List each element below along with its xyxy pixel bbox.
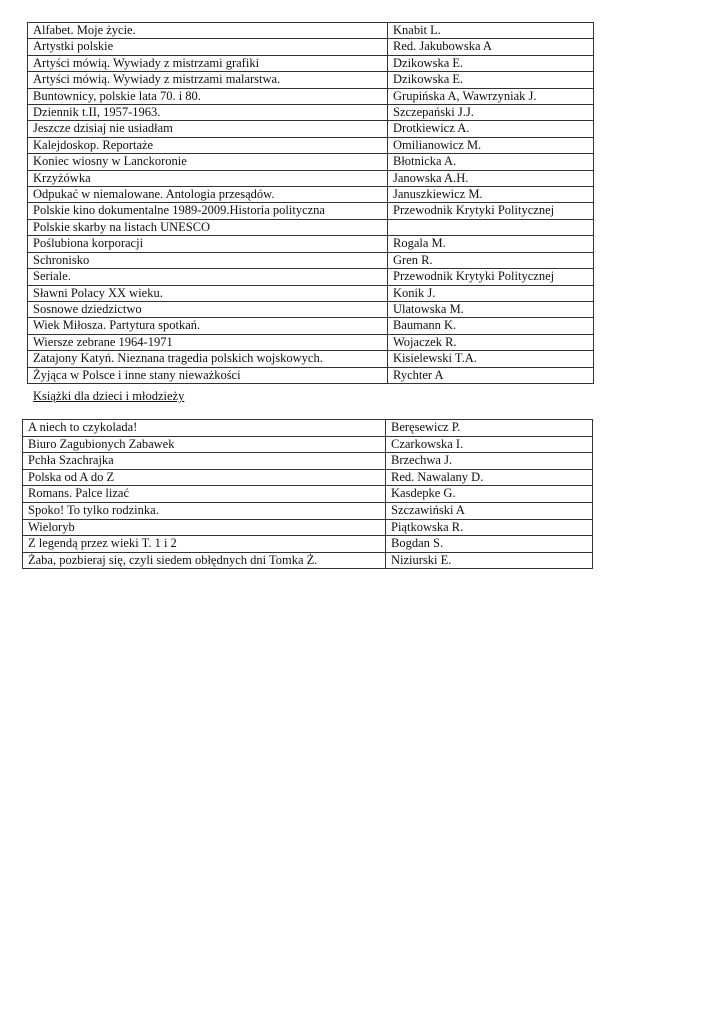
table-row bbox=[28, 203, 594, 219]
book-author-cell: Błotnicka A. bbox=[388, 154, 594, 170]
book-title-cell: Żyjąca w Polsce i inne stany nieważkości bbox=[28, 367, 388, 383]
book-author-cell: Przewodnik Krytyki Politycznej bbox=[388, 203, 594, 219]
book-title-cell: Romans. Palce lizać bbox=[23, 486, 386, 503]
book-title-cell: Polskie kino dokumentalne 1989-2009.Historia polityczna bbox=[28, 203, 388, 219]
book-author-cell: Czarkowska I. bbox=[386, 436, 593, 453]
adult-books-table bbox=[27, 22, 594, 384]
table-row bbox=[23, 536, 593, 553]
book-author-cell bbox=[388, 219, 594, 235]
book-author-cell: Janowska A.H. bbox=[388, 170, 594, 186]
book-title-cell: Z legendą przez wieki T. 1 i 2 bbox=[23, 536, 386, 553]
book-author-cell: Kasdepke G. bbox=[386, 486, 593, 503]
book-title-cell: A niech to czykolada! bbox=[23, 420, 386, 437]
book-author-cell: Dzikowska E. bbox=[388, 55, 594, 71]
book-title-cell: Sławni Polacy XX wieku. bbox=[28, 285, 388, 301]
book-author-cell: Dzikowska E. bbox=[388, 72, 594, 88]
book-author-cell: Konik J. bbox=[388, 285, 594, 301]
book-title-cell: Sosnowe dziedzictwo bbox=[28, 301, 388, 317]
book-title-cell: Biuro Zagubionych Zabawek bbox=[23, 436, 386, 453]
book-author-cell: Szczawiński A bbox=[386, 502, 593, 519]
book-title-cell: Alfabet. Moje życie. bbox=[28, 23, 388, 39]
table-row bbox=[28, 154, 594, 170]
book-title-cell: Wiek Miłosza. Partytura spotkań. bbox=[28, 318, 388, 334]
book-title-cell: Artystki polskie bbox=[28, 39, 388, 55]
book-title-cell: Spoko! To tylko rodzinka. bbox=[23, 502, 386, 519]
table-row bbox=[28, 236, 594, 252]
table-row bbox=[28, 55, 594, 71]
book-author-cell: Niziurski E. bbox=[386, 552, 593, 569]
book-author-cell: Brzechwa J. bbox=[386, 453, 593, 470]
book-title-cell: Odpukać w niemalowane. Antologia przesądów. bbox=[28, 187, 388, 203]
book-title-cell: Polska od A do Z bbox=[23, 469, 386, 486]
table-row bbox=[28, 88, 594, 104]
children-books-table-body bbox=[23, 420, 593, 569]
adult-books-table-body bbox=[28, 23, 594, 384]
table-row bbox=[23, 552, 593, 569]
book-title-cell: Dziennik t.II, 1957-1963. bbox=[28, 105, 388, 121]
book-title-cell: Seriale. bbox=[28, 269, 388, 285]
table-row bbox=[28, 23, 594, 39]
table-row bbox=[23, 420, 593, 437]
table-row bbox=[28, 187, 594, 203]
book-title-cell: Żaba, pozbieraj się, czyli siedem obłędnych dni Tomka Ż. bbox=[23, 552, 386, 569]
table-row bbox=[23, 486, 593, 503]
book-author-cell: Szczepański J.J. bbox=[388, 105, 594, 121]
table-row bbox=[28, 219, 594, 235]
book-author-cell: Grupińska A, Wawrzyniak J. bbox=[388, 88, 594, 104]
book-title-cell: Zatajony Katyń. Nieznana tragedia polskich wojskowych. bbox=[28, 351, 388, 367]
book-title-cell: Wieloryb bbox=[23, 519, 386, 536]
book-title-cell: Artyści mówią. Wywiady z mistrzami malarstwa. bbox=[28, 72, 388, 88]
book-title-cell: Poślubiona korporacji bbox=[28, 236, 388, 252]
book-author-cell: Gren R. bbox=[388, 252, 594, 268]
table-row bbox=[23, 453, 593, 470]
table-row bbox=[28, 334, 594, 350]
children-section-heading: Książki dla dzieci i młodzieży bbox=[33, 389, 185, 403]
book-author-cell: Drotkiewicz A. bbox=[388, 121, 594, 137]
book-author-cell: Beręsewicz P. bbox=[386, 420, 593, 437]
book-author-cell: Piątkowska R. bbox=[386, 519, 593, 536]
book-author-cell: Knabit L. bbox=[388, 23, 594, 39]
table-row bbox=[28, 367, 594, 383]
book-author-cell: Rychter A bbox=[388, 367, 594, 383]
book-title-cell: Wiersze zebrane 1964-1971 bbox=[28, 334, 388, 350]
table-row bbox=[23, 502, 593, 519]
book-title-cell: Kalejdoskop. Reportaże bbox=[28, 137, 388, 153]
book-author-cell: Kisielewski T.A. bbox=[388, 351, 594, 367]
book-author-cell: Baumann K. bbox=[388, 318, 594, 334]
book-author-cell: Przewodnik Krytyki Politycznej bbox=[388, 269, 594, 285]
children-books-table bbox=[22, 419, 593, 569]
book-author-cell: Wojaczek R. bbox=[388, 334, 594, 350]
table-row bbox=[28, 121, 594, 137]
table-row bbox=[28, 252, 594, 268]
book-title-cell: Buntownicy, polskie lata 70. i 80. bbox=[28, 88, 388, 104]
table-row bbox=[28, 285, 594, 301]
table-row bbox=[28, 137, 594, 153]
table-row bbox=[28, 269, 594, 285]
book-author-cell: Bogdan S. bbox=[386, 536, 593, 553]
table-row bbox=[28, 301, 594, 317]
book-title-cell: Jeszcze dzisiaj nie usiadłam bbox=[28, 121, 388, 137]
table-row bbox=[28, 72, 594, 88]
book-author-cell: Januszkiewicz M. bbox=[388, 187, 594, 203]
book-author-cell: Omilianowicz M. bbox=[388, 137, 594, 153]
book-title-cell: Koniec wiosny w Lanckoronie bbox=[28, 154, 388, 170]
table-row bbox=[28, 318, 594, 334]
table-row bbox=[28, 105, 594, 121]
table-row bbox=[28, 170, 594, 186]
table-row bbox=[23, 469, 593, 486]
book-title-cell: Pchła Szachrajka bbox=[23, 453, 386, 470]
book-title-cell: Artyści mówią. Wywiady z mistrzami grafiki bbox=[28, 55, 388, 71]
book-author-cell: Red. Nawalany D. bbox=[386, 469, 593, 486]
book-title-cell: Krzyżówka bbox=[28, 170, 388, 186]
table-row bbox=[28, 39, 594, 55]
table-row bbox=[28, 351, 594, 367]
book-author-cell: Ulatowska M. bbox=[388, 301, 594, 317]
table-row bbox=[23, 436, 593, 453]
book-title-cell: Polskie skarby na listach UNESCO bbox=[28, 219, 388, 235]
book-author-cell: Rogala M. bbox=[388, 236, 594, 252]
book-author-cell: Red. Jakubowska A bbox=[388, 39, 594, 55]
table-row bbox=[23, 519, 593, 536]
book-title-cell: Schronisko bbox=[28, 252, 388, 268]
